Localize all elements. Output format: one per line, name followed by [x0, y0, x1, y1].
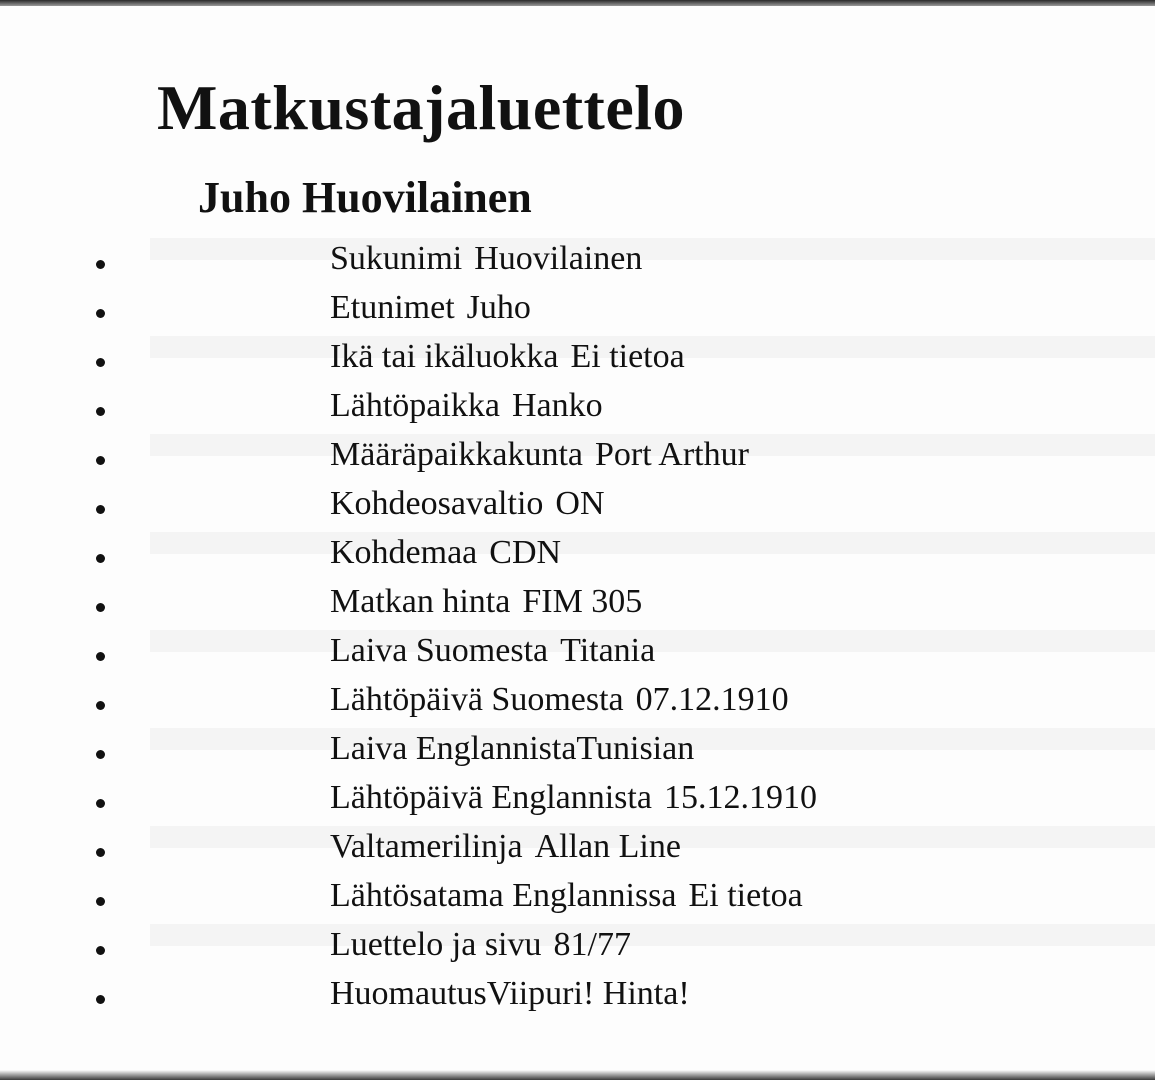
field-label: Lähtöpäivä Englannista	[330, 779, 652, 816]
row-stripe	[150, 532, 1155, 554]
field-text	[330, 581, 642, 623]
bullet-icon	[96, 946, 105, 955]
field-text	[330, 630, 655, 672]
field-label: Ikä tai ikäluokka	[330, 338, 559, 375]
field-text	[330, 875, 803, 917]
field-label: Valtamerilinja	[330, 828, 523, 865]
list-item	[0, 279, 1155, 328]
field-value: Titania	[560, 632, 656, 669]
passenger-field-list	[0, 230, 1155, 1014]
scan-bottom-edge	[0, 1070, 1155, 1080]
field-value: Port Arthur	[595, 436, 749, 473]
bullet-icon	[96, 848, 105, 857]
bullet-icon	[96, 897, 105, 906]
field-label: Huomautus	[330, 975, 487, 1012]
field-value: FIM 305	[522, 583, 643, 620]
field-value: Ei tietoa	[570, 338, 685, 375]
bullet-icon	[96, 799, 105, 808]
field-value: Viipuri! Hinta!	[486, 975, 690, 1012]
bullet-icon	[96, 750, 105, 759]
list-item	[0, 524, 1155, 573]
bullet-icon	[96, 456, 105, 465]
field-value: CDN	[489, 534, 562, 571]
list-item	[0, 328, 1155, 377]
field-label: Kohdeosavaltio	[330, 485, 544, 522]
list-item	[0, 671, 1155, 720]
field-value: Juho	[466, 289, 531, 326]
bullet-icon	[96, 260, 105, 269]
field-label: Lähtöpäivä Suomesta	[330, 681, 624, 718]
field-text	[330, 287, 531, 329]
list-item	[0, 622, 1155, 671]
field-value: 81/77	[553, 926, 631, 963]
list-item	[0, 426, 1155, 475]
scan-top-edge	[0, 0, 1155, 6]
bullet-icon	[96, 701, 105, 710]
row-stripe	[150, 238, 1155, 260]
list-item	[0, 818, 1155, 867]
bullet-icon	[96, 554, 105, 563]
field-value: ON	[555, 485, 605, 522]
field-text	[330, 385, 603, 427]
field-label: Luettelo ja sivu	[330, 926, 542, 963]
field-text	[330, 532, 561, 574]
bullet-icon	[96, 603, 105, 612]
field-label: Laiva Suomesta	[330, 632, 549, 669]
field-label: Sukunimi	[330, 240, 463, 277]
list-item	[0, 377, 1155, 426]
field-value: Allan Line	[534, 828, 681, 865]
field-value: Ei tietoa	[688, 877, 803, 914]
bullet-icon	[96, 358, 105, 367]
field-label: Määräpaikkakunta	[330, 436, 583, 473]
field-label: Kohdemaa	[330, 534, 478, 571]
field-label: Lähtöpaikka	[330, 387, 500, 424]
field-text	[330, 777, 817, 819]
field-value: 15.12.1910	[663, 779, 817, 816]
bullet-icon	[96, 407, 105, 416]
field-text	[330, 679, 789, 721]
field-value: 07.12.1910	[635, 681, 789, 718]
list-item	[0, 916, 1155, 965]
list-item	[0, 720, 1155, 769]
list-item	[0, 475, 1155, 524]
field-value: Huovilainen	[474, 240, 643, 277]
field-label: Etunimet	[330, 289, 455, 326]
bullet-icon	[96, 652, 105, 661]
list-item	[0, 769, 1155, 818]
field-value: Tunisian	[576, 730, 695, 767]
passenger-name-heading: Juho Huovilainen	[198, 173, 532, 222]
list-item	[0, 965, 1155, 1014]
field-text	[330, 483, 605, 525]
bullet-icon	[96, 505, 105, 514]
field-label: Laiva Englannista	[330, 730, 577, 767]
bullet-icon	[96, 995, 105, 1004]
list-item	[0, 867, 1155, 916]
field-text	[330, 924, 631, 966]
field-label: Matkan hinta	[330, 583, 511, 620]
row-stripe	[150, 924, 1155, 946]
field-text	[330, 336, 685, 378]
field-text	[330, 973, 690, 1015]
list-item	[0, 230, 1155, 279]
field-label: Lähtösatama Englannissa	[330, 877, 677, 914]
field-text	[330, 728, 694, 770]
bullet-icon	[96, 309, 105, 318]
page-title: Matkustajaluettelo	[157, 72, 686, 143]
field-text	[330, 434, 749, 476]
field-text	[330, 238, 642, 280]
field-text	[330, 826, 681, 868]
list-item	[0, 573, 1155, 622]
field-value: Hanko	[511, 387, 603, 424]
